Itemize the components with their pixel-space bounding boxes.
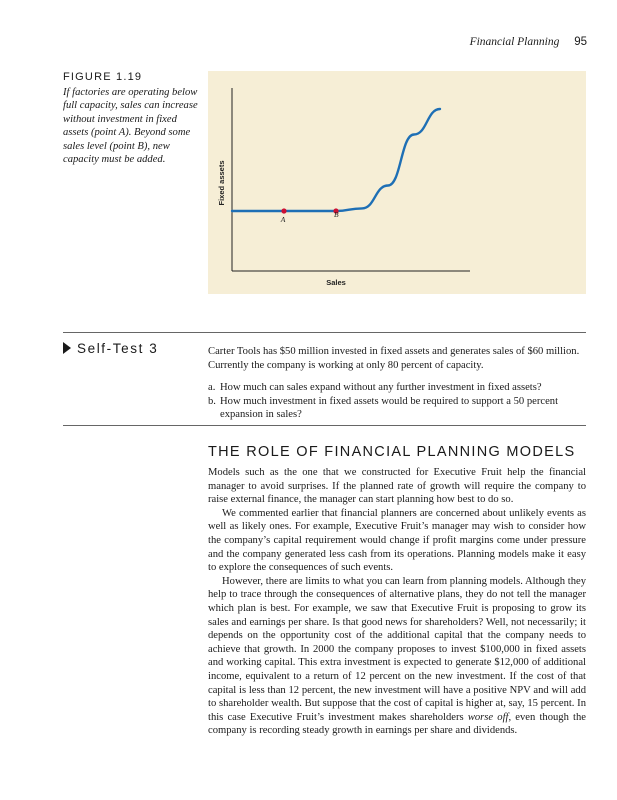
y-axis-label: Fixed assets (217, 160, 226, 206)
section-heading: THE ROLE OF FINANCIAL PLANNING MODELS (208, 444, 576, 460)
figure-chart (208, 71, 586, 294)
self-test-question-a (208, 381, 586, 395)
series-line-fixed-assets (232, 109, 440, 211)
question-label: a. (208, 382, 216, 394)
paragraph-2: We commented earlier that financial planners are concerned about unlikely events as well as likely ones. For example, Executive Fruit’s manager may wish to consider how the company’s capital requirement would change if profit margins come under pressure and the company generated less cash from its operations. Planning models make it easy to explore the consequences of such events. (208, 507, 586, 574)
paragraph-3 (208, 575, 586, 738)
page-number: 95 (574, 36, 587, 48)
point-label-b: B (334, 210, 339, 219)
running-header (470, 36, 587, 48)
paragraph-3-text-a: However, there are limits to what you can learn from planning models. Although they help to trace through the consequences of alternative plans, they do not tell the manager which plan is best. For example, we saw that Executive Fruit is proposing to grow its sales and earnings per share. Is that good news for shareholders? Well, not necessarily; it depends on the opportunity cost of the additional capital that the company needs to achieve that growth. In 2000 the company proposes to invest $100,000 in fixed assets and working capital. This extra investment is expected to generate $12,000 of additional income, equivalent to a return of 12 percent on the new investment. If the cost of that capital is less than 12 percent, the new investment will have a positive NPV and will add to shareholder wealth. But suppose that the cost of capital is higher at, say, 15 percent. In this case Executive Fruit’s investment makes shareholders (208, 575, 586, 723)
section-body (208, 466, 586, 738)
point-label-a: A (280, 215, 286, 224)
question-text: How much can sales expand without any further investment in fixed assets? (220, 382, 542, 394)
self-test-intro: Carter Tools has $50 million invested in fixed assets and generates sales of $60 million. Currently the company is working at only 80 percent of capacity. (208, 346, 580, 371)
figure-caption: If factories are operating below full capacity, sales can increase without investment in fixed assets (point A). Beyond some sales level (point B), new capacity must be added. (63, 87, 198, 166)
paragraph-3-text-b: even though the company is recording steady growth in earnings per share and dividends. (208, 711, 586, 737)
paragraph-3-emphasis: worse off, (467, 711, 512, 723)
question-text: How much investment in fixed assets would be required to support a 50 percent expansion in sales? (220, 395, 559, 421)
paragraph-1: Models such as the one that we constructed for Executive Fruit help the financial manager to avoid surprises. If the planned rate of growth will require the company to raise external finance, the manager can start planning how best to do so. (208, 467, 586, 506)
chart-svg (208, 71, 586, 294)
divider-top (63, 332, 586, 333)
self-test-question-b (208, 395, 586, 422)
x-axis-label: Sales (326, 278, 346, 287)
triangle-arrow-icon (63, 342, 71, 354)
question-label: b. (208, 395, 216, 407)
figure-label: FIGURE 1.19 (63, 71, 143, 83)
point-a (281, 208, 286, 213)
running-header-title: Financial Planning (469, 36, 560, 48)
divider-bottom (63, 425, 586, 426)
self-test-body (208, 345, 586, 422)
self-test-heading (63, 341, 158, 356)
self-test-heading-text: Self-Test 3 (77, 341, 159, 356)
